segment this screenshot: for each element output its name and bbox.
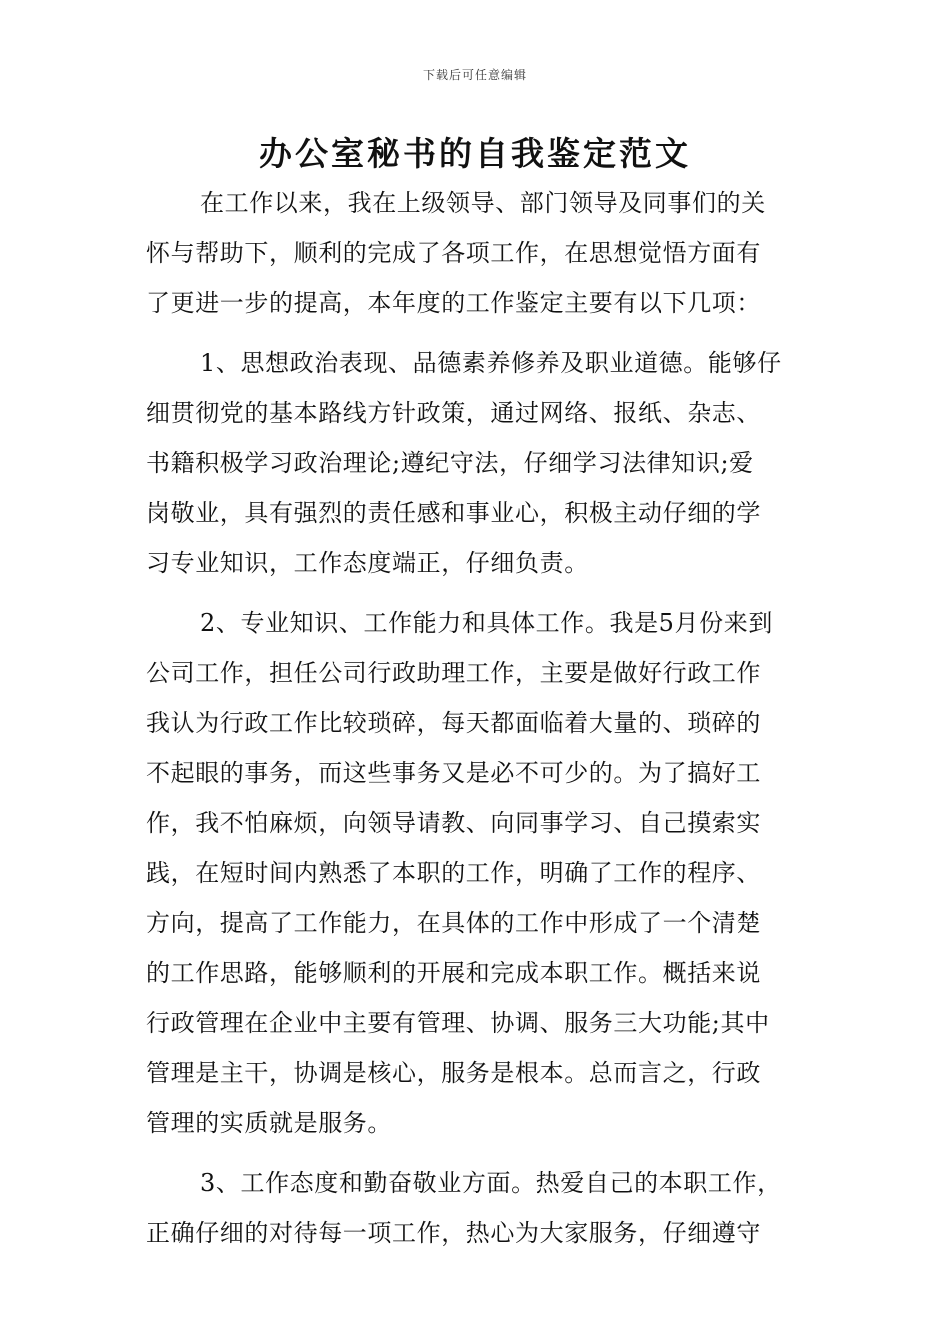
paragraph-line: 正确仔细的对待每一项工作，热心为大家服务，仔细遵守 xyxy=(146,1219,761,1247)
page-header-note: 下载后可任意编辑 xyxy=(422,68,527,82)
paragraph-line: 岗敬业，具有强烈的责任感和事业心，积极主动仔细的学 xyxy=(146,499,761,527)
paragraph-line: 践，在短时间内熟悉了本职的工作，明确了工作的程序、 xyxy=(146,859,761,887)
paragraph-line: 习专业知识，工作态度端正，仔细负责。 xyxy=(146,549,589,577)
paragraph-line: 了更进一步的提高，本年度的工作鉴定主要有以下几项： xyxy=(146,289,761,317)
paragraph-line: 方向，提高了工作能力，在具体的工作中形成了一个清楚 xyxy=(146,909,761,937)
paragraph-line: 的工作思路，能够顺利的开展和完成本职工作。概括来说 xyxy=(146,959,761,987)
paragraph-line: 3、工作态度和勤奋敬业方面。热爱自己的本职工作， xyxy=(200,1169,782,1197)
paragraph-section-1 xyxy=(146,338,810,588)
paragraph-section-3 xyxy=(146,1158,810,1258)
paragraph-line: 我认为行政工作比较琐碎，每天都面临着大量的、琐碎的 xyxy=(146,709,761,737)
paragraph-line: 1、思想政治表现、品德素养修养及职业道德。能够仔 xyxy=(200,349,782,377)
paragraph-line: 2、专业知识、工作能力和具体工作。我是5月份来到 xyxy=(200,609,773,637)
paragraph-line: 不起眼的事务，而这些事务又是必不可少的。为了搞好工 xyxy=(146,759,761,787)
paragraph-line: 书籍积极学习政治理论;遵纪守法，仔细学习法律知识;爱 xyxy=(146,449,754,477)
paragraph-line: 行政管理在企业中主要有管理、协调、服务三大功能;其中 xyxy=(146,1009,770,1037)
paragraph-section-2 xyxy=(146,598,810,1148)
paragraph-line: 在工作以来，我在上级领导、部门领导及同事们的关 xyxy=(200,189,766,217)
paragraph-line: 作，我不怕麻烦，向领导请教、向同事学习、自己摸索实 xyxy=(146,809,761,837)
paragraph-intro xyxy=(146,178,810,328)
paragraph-line: 管理是主干，协调是核心，服务是根本。总而言之，行政 xyxy=(146,1059,761,1087)
document-body xyxy=(146,178,810,1258)
paragraph-line: 管理的实质就是服务。 xyxy=(146,1109,392,1137)
document-title: 办公室秘书的自我鉴定范文 xyxy=(259,134,691,173)
paragraph-line: 细贯彻党的基本路线方针政策，通过网络、报纸、杂志、 xyxy=(146,399,761,427)
paragraph-line: 怀与帮助下，顺利的完成了各项工作，在思想觉悟方面有 xyxy=(146,239,761,267)
paragraph-line: 公司工作，担任公司行政助理工作，主要是做好行政工作 xyxy=(146,659,761,687)
